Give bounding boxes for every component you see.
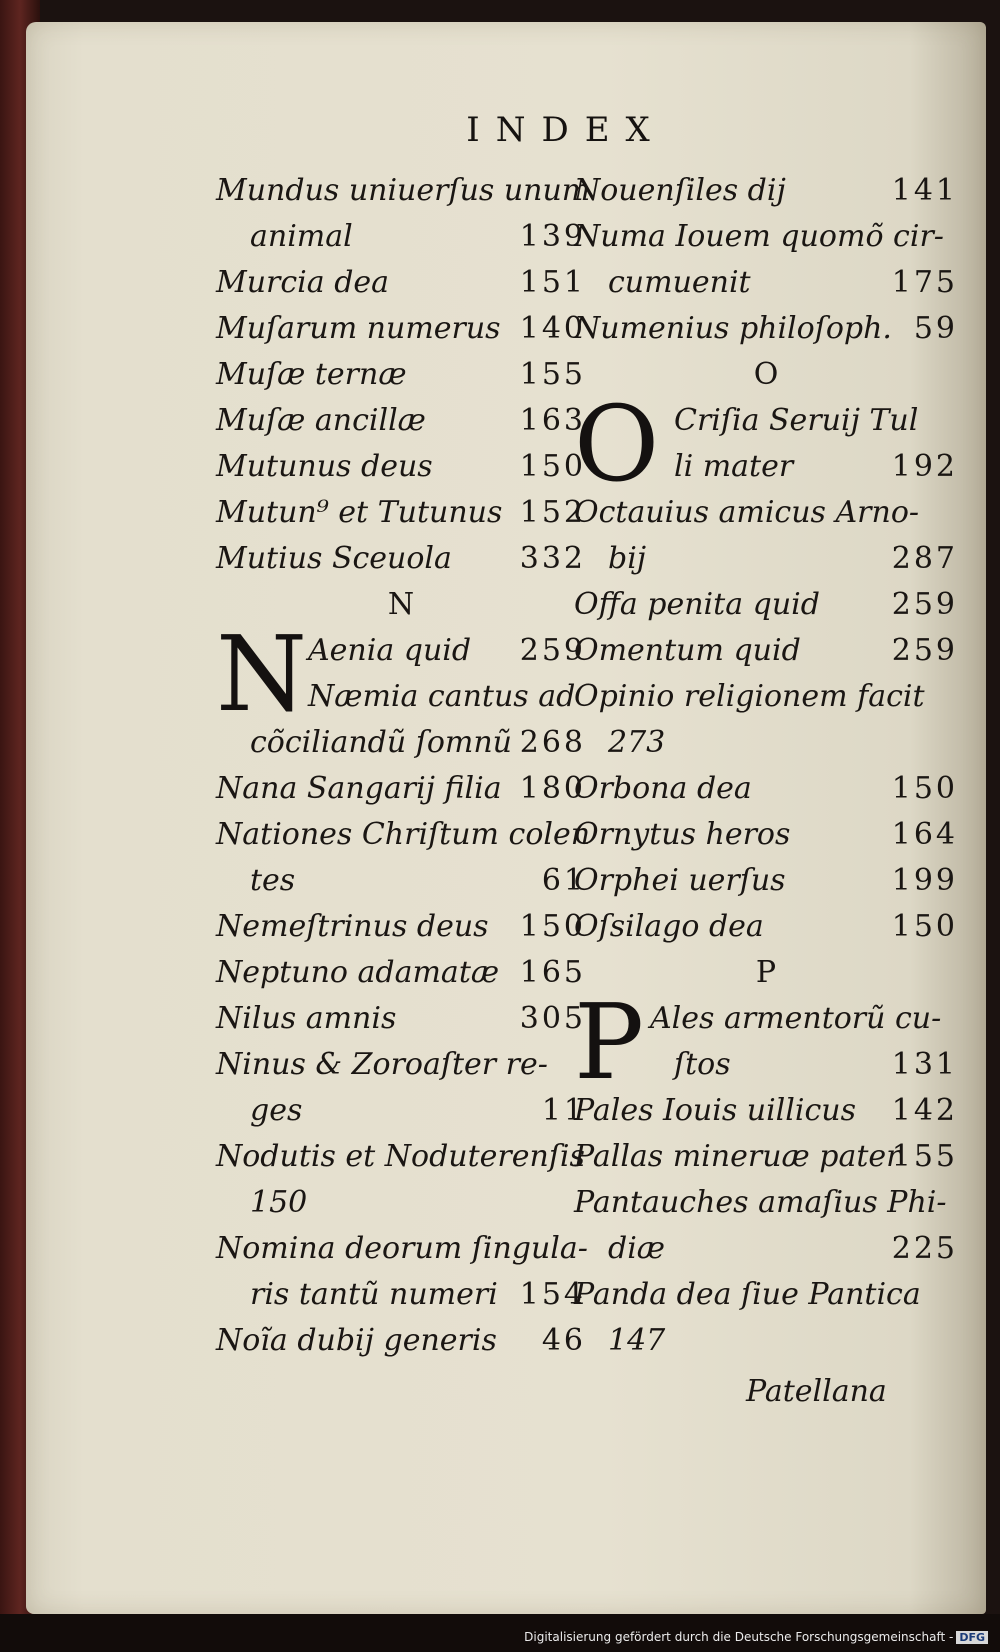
entry-text: ris tantũ numeri — [250, 1277, 498, 1312]
index-entry — [216, 720, 586, 766]
index-entry — [574, 766, 958, 812]
drop-cap-o: O — [574, 383, 660, 505]
entry-text: ges — [250, 1093, 303, 1128]
index-entry — [574, 904, 958, 950]
index-entry — [216, 444, 586, 490]
entries-p — [574, 1088, 958, 1364]
entry-text: Nilus amnis — [216, 1001, 397, 1036]
index-entry — [216, 1042, 586, 1088]
entry-text: 150 — [250, 1185, 308, 1220]
entry-page: 11 — [541, 1093, 586, 1128]
entry-page: 150 — [891, 771, 958, 806]
index-column-left — [216, 168, 591, 1364]
entry-page: 140 — [519, 311, 586, 346]
index-entry — [216, 352, 586, 398]
index-entry — [216, 214, 586, 260]
index-entry — [574, 812, 958, 858]
initial-entry-o — [574, 383, 958, 505]
index-entry — [574, 214, 958, 260]
section-letter-p: P — [755, 955, 777, 990]
entry-text: cõciliandũ ſomnũ — [250, 725, 512, 760]
entry-page: 150 — [891, 909, 958, 944]
entry-page: 139 — [519, 219, 586, 254]
index-entry — [216, 950, 586, 996]
entry-text: animal — [250, 219, 353, 254]
entry-page: 164 — [891, 817, 958, 852]
index-entry — [574, 168, 958, 214]
entry-page: 259 — [891, 587, 958, 622]
entry-text: Oſsilago dea — [574, 909, 764, 944]
entry-text: Offa penita quid — [574, 587, 820, 622]
entry-page: 61 — [541, 863, 586, 898]
entry-page: 165 — [519, 955, 586, 990]
entry-page: 287 — [891, 541, 958, 576]
entry-text: Orbona dea — [574, 771, 752, 806]
entry-page: 150 — [519, 909, 586, 944]
index-entry — [574, 536, 958, 582]
entry-text: Ornytus heros — [574, 817, 791, 852]
section-letter-o: O — [753, 357, 779, 392]
entry-text: Pales Iouis uillicus — [574, 1093, 856, 1128]
entry-page: 225 — [891, 1231, 958, 1266]
index-entry — [216, 260, 586, 306]
index-entry — [574, 858, 958, 904]
index-entry — [216, 1134, 586, 1180]
entry-page: 141 — [891, 173, 958, 208]
entry-page: 268 — [519, 725, 586, 760]
index-entry — [574, 1180, 958, 1226]
entry-text: Murcia dea — [216, 265, 390, 300]
entry-text: 147 — [608, 1323, 666, 1358]
entry-text: bij — [608, 541, 647, 576]
entry-text: Numa Iouem quomõ cir- — [574, 219, 944, 254]
entry-text: diæ — [608, 1231, 665, 1266]
drop-cap-n: N — [216, 613, 307, 735]
entry-page: 199 — [891, 863, 958, 898]
catchword: Patellana — [746, 1374, 887, 1409]
index-entry — [216, 168, 591, 214]
entry-text: Nodutis et Noduterenſis — [216, 1139, 585, 1174]
index-entry — [574, 1226, 958, 1272]
index-entry — [216, 812, 591, 858]
entry-page: 154 — [519, 1277, 586, 1312]
index-entry — [216, 1318, 586, 1364]
drop-cap-p: P — [574, 981, 644, 1103]
index-entry — [216, 858, 586, 904]
index-entry — [574, 1272, 958, 1318]
entry-text: Octauius amicus Arno- — [574, 495, 920, 530]
entry-page: 305 — [519, 1001, 586, 1036]
index-entry — [574, 674, 958, 720]
entry-page: 46 — [541, 1323, 586, 1358]
entry-text: Nemeſtrinus deus — [216, 909, 489, 944]
entry-text: Aenia quid — [308, 633, 472, 668]
index-entry — [574, 306, 958, 352]
index-entry — [216, 1226, 586, 1272]
entry-text: Mutun⁹ et Tutunus — [216, 495, 503, 530]
entry-page: 155 — [891, 1139, 958, 1174]
entry-page: 59 — [913, 311, 958, 346]
entry-text: Mutius Sceuola — [216, 541, 452, 576]
index-entry — [216, 1180, 586, 1226]
entry-page: 192 — [891, 449, 958, 484]
entry-page: 259 — [519, 633, 586, 668]
entry-text: Muſæ ancillæ — [216, 403, 426, 438]
entry-page: 175 — [891, 265, 958, 300]
index-entry — [574, 628, 958, 674]
entries-o — [574, 490, 958, 950]
entry-text: Pantauches amaſius Phi- — [574, 1185, 947, 1220]
entry-text: Nana Sangarij filia — [216, 771, 502, 806]
entry-text: Nomina deorum ſingula- — [216, 1231, 588, 1266]
entries-n — [216, 766, 591, 1364]
entry-text: Criſia Seruij Tul — [674, 403, 919, 438]
entry-text: Numenius philoſoph. — [574, 311, 892, 346]
index-entry — [216, 1272, 586, 1318]
index-entry — [574, 490, 958, 536]
dfg-logo: DFG — [956, 1631, 988, 1644]
entry-text: Mutunus deus — [216, 449, 433, 484]
entry-text: Mundus uniuerſus unum — [216, 173, 591, 208]
index-entry — [216, 536, 586, 582]
entry-text: ſtos — [674, 1047, 731, 1082]
index-entry — [216, 306, 586, 352]
entry-text: Ales armentorũ cu- — [650, 1001, 942, 1036]
index-entry — [216, 996, 586, 1042]
entries-m — [216, 168, 591, 582]
entry-text: 273 — [608, 725, 666, 760]
entry-page: 131 — [891, 1047, 958, 1082]
entry-text: li mater — [674, 449, 794, 484]
entries-n-cont — [574, 168, 958, 352]
entry-page: 163 — [519, 403, 586, 438]
index-entry — [216, 904, 586, 950]
index-entry — [574, 260, 958, 306]
entry-text: Noĩa dubij generis — [216, 1323, 497, 1358]
index-entry — [216, 490, 586, 536]
book-page — [26, 22, 986, 1614]
entry-text: Opinio religionem facit — [574, 679, 925, 714]
index-entry — [216, 1088, 586, 1134]
index-entry — [574, 1088, 958, 1134]
initial-entry-p — [574, 981, 958, 1103]
section-letter-n: N — [387, 587, 415, 622]
entry-text: Nouenſiles dij — [574, 173, 786, 208]
entry-page: 151 — [519, 265, 586, 300]
entry-text: Orphei uerſus — [574, 863, 786, 898]
entry-page: 180 — [519, 771, 586, 806]
entry-page: 155 — [519, 357, 586, 392]
index-entry — [574, 720, 958, 766]
entry-page: 332 — [519, 541, 586, 576]
entry-text: cumuenit — [608, 265, 751, 300]
entry-page: 152 — [519, 495, 586, 530]
entry-text: tes — [250, 863, 296, 898]
index-entry — [216, 398, 586, 444]
entry-text: Omentum quid — [574, 633, 801, 668]
page-header: INDEX — [466, 110, 666, 150]
index-entry — [574, 1134, 958, 1180]
entry-page: 142 — [891, 1093, 958, 1128]
index-entry — [574, 582, 958, 628]
digitization-credit — [524, 1630, 988, 1644]
entry-page: 259 — [891, 633, 958, 668]
entry-text: Muſarum numerus — [216, 311, 501, 346]
index-column-right — [574, 168, 958, 1364]
entry-text: Panda dea ſiue Pantica — [574, 1277, 921, 1312]
initial-entry-n — [216, 613, 586, 735]
index-entry — [574, 1318, 958, 1364]
entry-text: Nationes Chriſtum colen — [216, 817, 591, 852]
credit-text: Digitalisierung gefördert durch die Deutsche Forschungsgemeinschaft - — [524, 1630, 954, 1644]
entry-page: 150 — [519, 449, 586, 484]
entry-text: Ninus & Zoroaſter re- — [216, 1047, 548, 1082]
entry-text: Neptuno adamatæ — [216, 955, 500, 990]
index-entry — [216, 766, 586, 812]
entry-text: Muſæ ternæ — [216, 357, 407, 392]
entry-text: Pallas mineruæ pater — [574, 1139, 901, 1174]
entry-text: Næmia cantus ad — [308, 679, 576, 714]
